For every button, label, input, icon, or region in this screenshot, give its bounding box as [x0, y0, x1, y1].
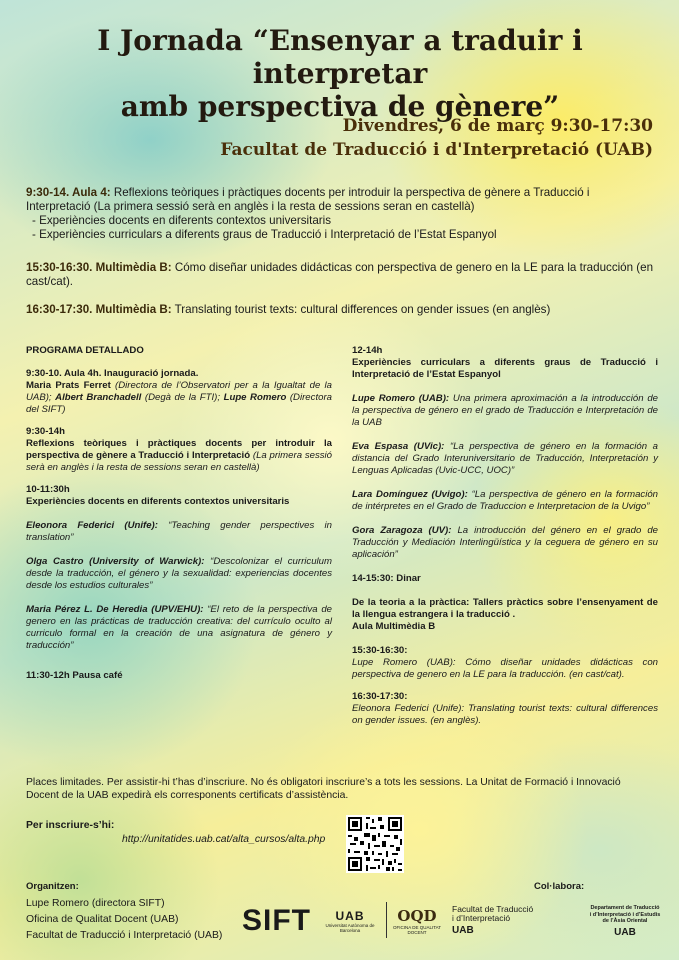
session-1-time: 9:30-14. Aula 4: [26, 186, 111, 199]
block-4-time: 12-14h [352, 345, 383, 356]
collaborator-label: Col·labora: [534, 881, 585, 892]
session-2-text: Cómo diseñar unidades didácticas con perspectiva de genero en la LE para la traducción (en cast/cat). [26, 261, 654, 288]
organizer-2: Oficina de Qualitat Docent (UAB) [26, 914, 179, 925]
program-left-column [26, 345, 332, 682]
workshop-2-text: Eleonora Federici (Unife): Translating tourist texts: cultural differences on gender issues. (en anglès). [352, 703, 658, 726]
summary-session-1 [26, 186, 656, 242]
workshop-1-time: 15:30-16:30: [352, 645, 408, 656]
organizer-3: Facultat de Traducció i Interpretació (UAB) [26, 930, 223, 941]
logo-divider [386, 902, 387, 938]
summary-session-2 [26, 261, 656, 289]
register-label: Per inscriure-s’hi: [26, 820, 115, 831]
program-right-column [352, 345, 658, 727]
qr-code-icon [346, 815, 404, 873]
session-1-item-2: - Experiències curriculars a diferents graus de Traducció i Interpretació de l’Estat Espanyol [32, 228, 497, 241]
fti-logo: Facultat de Traducció i d’Interpretació UAB [452, 904, 534, 936]
workshops-room: Aula Multimèdia B [352, 621, 436, 632]
sift-logo: SIFT [242, 904, 311, 937]
block-2-time: 9:30-14h [26, 426, 65, 437]
talk-espasa: Eva Espasa (UVic): “La perspectiva de género en la formación a distancia del Grado Interuniversitario de Traducción, Interpretación y Lenguas Aplicadas (Uvic-UCC, UOC)” [352, 441, 659, 476]
organizer-1: Lupe Romero (directora SIFT) [26, 898, 165, 909]
register-link[interactable]: http://unitatides.uab.cat/alta_cursos/alta.php [122, 834, 326, 845]
block-3-title: Experiències docents en diferents contextos universitaris [26, 496, 290, 507]
session-1-text: Reflexions teòriques i pràctiques docents per introduir la perspectiva de gènere a Traducció i Interpretació (La primera sessió serà en anglès i la resta de sessions seran en castellà) [26, 186, 590, 213]
talk-zaragoza: Gora Zaragoza (UV): La introducción del género en el grado de Traducción y Mediación Interlingüística y la ceguera de género en su aplicación” [352, 525, 658, 560]
lunch-break: 14-15:30: Dinar [352, 573, 421, 584]
qr-code[interactable] [346, 815, 404, 873]
inauguration-title: 9:30-10. Aula 4h. Inauguració jornada. [26, 368, 199, 379]
dept-logo: Departament de Traducció i d’Interpretació i d’Estudis de l’Àsia Oriental UAB [589, 905, 661, 938]
talk-dominguez: Lara Domínguez (Uvigo): “La perspectiva de género en la formación de intérpretes en el Grado de Traduccion e Interpretacion de la Uvigo” [352, 489, 659, 512]
session-3-time: 16:30-17:30. Multimèdia B: [26, 303, 172, 316]
talk-perez: Maria Pérez L. De Heredia (UPV/EHU): “El reto de la perspectiva de genero en las prácticas de traducción creativa: del currículo oculto al curriculo formal en la creación de una asignatura de género y traducción” [26, 604, 332, 651]
oqd-logo: OQD OFICINA DE QUALITAT DOCENT [392, 907, 442, 935]
block-4-title: Experiències curriculars a diferents graus de Traducció i Interpretació de l’Estat Espanyol [352, 357, 658, 380]
session-1-item-1: - Experiències docents en diferents contextos universitaris [32, 214, 332, 227]
talk-romero: Lupe Romero (UAB): Una primera aproximación a la introducción de la perspectiva de género en el grado de Traducción e Interpretación de la UAB [352, 393, 658, 428]
session-2-time: 15:30-16:30. Multimèdia B: [26, 261, 172, 274]
event-title [20, 24, 660, 123]
block-3-time: 10-11:30h [26, 484, 70, 495]
workshops-title: De la teoria a la pràctica: Tallers pràctics sobre l’ensenyament de la llengua estrangera i la traducció . [352, 597, 658, 620]
program-heading: PROGRAMA DETALLADO [26, 345, 144, 356]
coffee-break: 11:30-12h Pausa café [26, 670, 123, 681]
event-date: Divendres, 6 de març 9:30-17:30 [342, 116, 653, 136]
event-venue: Facultat de Traducció i d'Interpretació (UAB) [220, 140, 653, 160]
session-3-text: Translating tourist texts: cultural differences on gender issues (en anglès) [171, 303, 551, 316]
places-notice: Places limitades. Per assistir-hi t’has d’inscriure. No és obligatori inscriure’s a tots les sessions. La Unitat de Formació i Innovació Docent de la UAB expedirà els corresponents certificats d’assistència. [26, 777, 621, 801]
title-line-1: I Jornada “Ensenyar a traduir i interpretar [97, 24, 583, 90]
talk-federici: Eleonora Federici (Unife): “Teaching gender perspectives in translation” [26, 520, 332, 543]
talk-castro: Olga Castro (University of Warwick): “Descolonizar el curriculum desde la traducción, el género y la sexualidad: experiencias docentes desde los estudios culturales” [26, 556, 333, 591]
summary-session-3 [26, 303, 656, 317]
uab-logo-1: UAB Universitat Autònoma de Barcelona [325, 909, 375, 933]
organizers-label: Organitzen: [26, 881, 79, 892]
block-2-title: Reflexions teòriques i pràctiques docents per introduir la perspectiva de gènere a Traducció i Interpretació (La primera sessió serà en anglès i la resta de sessions seran en castellà) [26, 438, 333, 473]
workshop-2-time: 16:30-17:30: [352, 691, 408, 702]
workshop-1-text: Lupe Romero (UAB): Cómo diseñar unidades didácticas con perspectiva de genero en la LE para la traducción. (en cast/cat). [352, 657, 658, 680]
title-line-2: amb perspectiva de gènere” [120, 90, 560, 123]
inauguration-speakers: Maria Prats Ferret (Directora de l’Observatori per a la Igualtat de la UAB); Albert Branchadell (Degà de la FTI); Lupe Romero (Directora del SIFT) [26, 380, 332, 415]
